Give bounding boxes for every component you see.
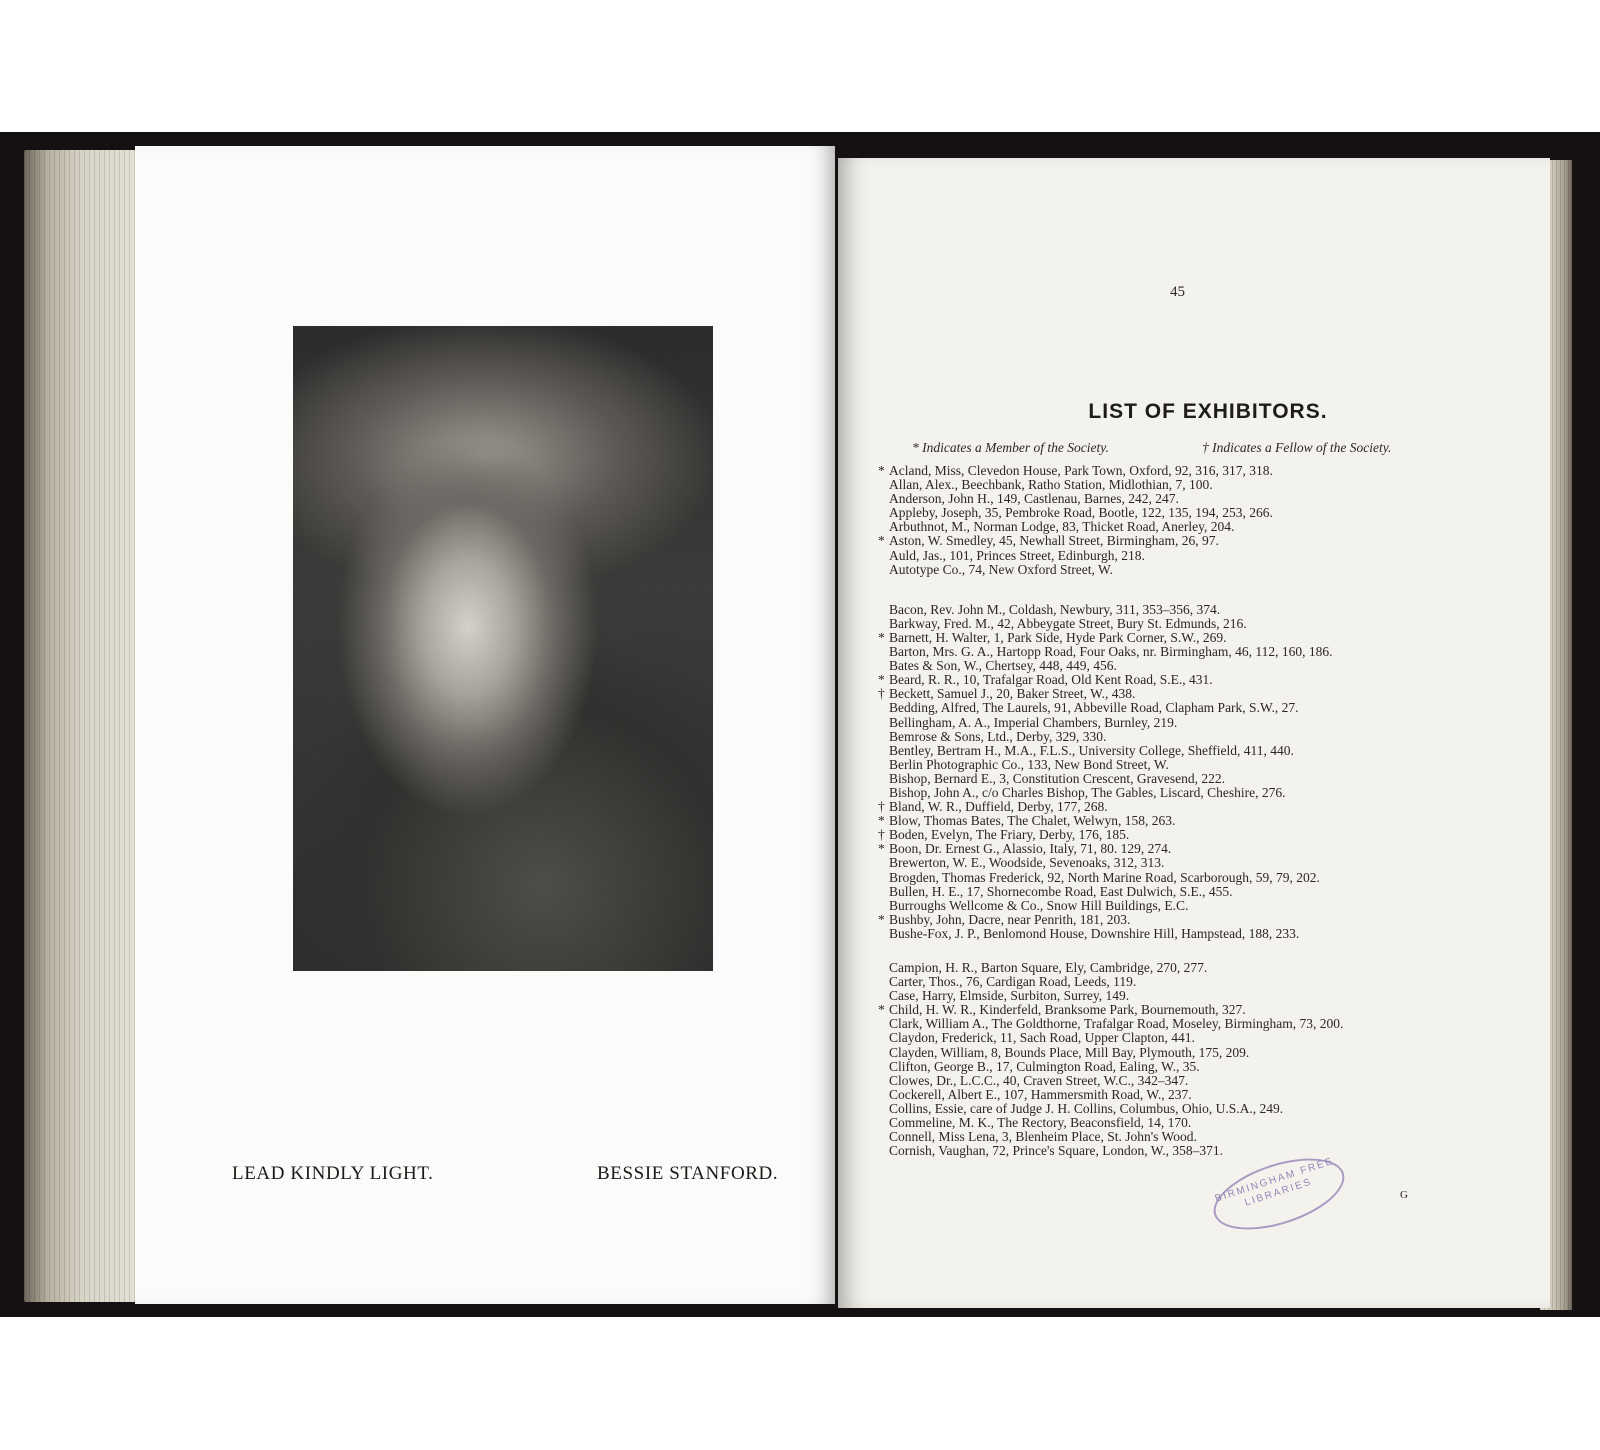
list-item	[878, 1074, 1498, 1088]
list-item	[878, 1116, 1498, 1130]
exhibitor-entry-text: Bacon, Rev. John M., Coldash, Newbury, 311, 353–356, 374.	[889, 601, 1221, 617]
list-item	[878, 927, 1498, 941]
list-item	[878, 701, 1498, 715]
list-item	[878, 673, 1498, 687]
photo-author: BESSIE STANFORD.	[597, 1163, 779, 1184]
membership-mark: *	[878, 463, 885, 478]
exhibitor-entry-text: Bates & Son, W., Chertsey, 448, 449, 456.	[889, 658, 1117, 674]
exhibitor-entry-text: Bishop, John A., c/o Charles Bishop, The Gables, Liscard, Cheshire, 276.	[889, 784, 1286, 800]
list-item	[878, 520, 1498, 534]
exhibitor-entry-text: Brewerton, W. E., Woodside, Sevenoaks, 312, 313.	[889, 855, 1165, 871]
list-item	[878, 603, 1498, 617]
library-stamp	[1205, 1144, 1353, 1243]
exhibitor-entry-text: Clifton, George B., 17, Culmington Road, Ealing, W., 35.	[889, 1058, 1200, 1074]
list-item	[878, 989, 1498, 1003]
list-item	[878, 1046, 1498, 1060]
list-item	[878, 730, 1498, 744]
membership-mark: *	[878, 813, 885, 829]
right-page	[838, 158, 1550, 1308]
membership-mark: †	[878, 686, 885, 702]
list-item	[878, 842, 1498, 856]
exhibitor-entry-text: Bushe-Fox, J. P., Benlomond House, Downshire Hill, Hampstead, 188, 233.	[889, 925, 1300, 941]
signature-mark: G	[1400, 1189, 1408, 1201]
exhibitor-entry-text: Berlin Photographic Co., 133, New Bond Street, W.	[889, 756, 1169, 772]
list-item	[878, 856, 1498, 870]
exhibitor-entry-text: Anderson, John H., 149, Castlenau, Barnes, 242, 247.	[889, 491, 1179, 507]
exhibitor-entry-text: Blow, Thomas Bates, The Chalet, Welwyn, 158, 263.	[889, 813, 1176, 829]
list-item	[878, 1144, 1498, 1158]
exhibitor-entry-text: Bentley, Bertram H., M.A., F.L.S., University College, Sheffield, 411, 440.	[889, 742, 1294, 758]
portrait-photograph	[293, 326, 713, 971]
exhibitor-entry-text: Bullen, H. E., 17, Shornecombe Road, East Dulwich, S.E., 455.	[889, 883, 1233, 899]
list-item	[878, 899, 1498, 913]
membership-mark: *	[878, 1002, 885, 1018]
list-item	[878, 716, 1498, 730]
list-item	[878, 885, 1498, 899]
list-item	[878, 1130, 1498, 1144]
list-item	[878, 814, 1498, 828]
exhibitor-entry-text: Barton, Mrs. G. A., Hartopp Road, Four Oaks, nr. Birmingham, 46, 112, 160, 186.	[889, 644, 1333, 660]
stamp-text: BIRMINGHAM FREE LIBRARIES	[1213, 1155, 1336, 1209]
page-stack-left	[24, 150, 144, 1302]
list-item	[878, 492, 1498, 506]
membership-mark: *	[878, 841, 885, 857]
exhibitor-entry-text: Clayden, William, 8, Bounds Place, Mill Bay, Plymouth, 175, 209.	[889, 1044, 1250, 1060]
list-item	[878, 478, 1498, 492]
list-item	[878, 744, 1498, 758]
exhibitor-entry-text: Commeline, M. K., The Rectory, Beaconsfield, 14, 170.	[889, 1115, 1192, 1131]
membership-mark: †	[878, 799, 885, 815]
list-item	[878, 1003, 1498, 1017]
list-item	[878, 464, 1498, 478]
exhibitor-entry-text: Claydon, Frederick, 11, Sach Road, Upper Clapton, 441.	[889, 1030, 1195, 1046]
list-item	[878, 645, 1498, 659]
list-item	[878, 1017, 1498, 1031]
list-item	[878, 800, 1498, 814]
membership-mark: *	[878, 911, 885, 927]
exhibitor-entry-text: Bedding, Alfred, The Laurels, 91, Abbeville Road, Clapham Park, S.W., 27.	[889, 700, 1299, 716]
exhibitor-entry-text: Case, Harry, Elmside, Surbiton, Surrey, 149.	[889, 988, 1130, 1004]
exhibitor-entry-text: Appleby, Joseph, 35, Pembroke Road, Bootle, 122, 135, 194, 253, 266.	[889, 505, 1273, 521]
list-item	[878, 534, 1498, 548]
exhibitor-list	[878, 464, 1498, 1158]
membership-mark: *	[878, 672, 885, 688]
legend-member: * Indicates a Member of the Society.	[912, 440, 1109, 455]
list-item	[878, 786, 1498, 800]
list-item	[878, 1060, 1498, 1074]
legend-fellow: † Indicates a Fellow of the Society.	[1202, 440, 1392, 455]
exhibitor-entry-text: Bellingham, A. A., Imperial Chambers, Burnley, 219.	[889, 714, 1178, 730]
exhibitor-entry-text: Acland, Miss, Clevedon House, Park Town, Oxford, 92, 316, 317, 318.	[889, 463, 1273, 478]
exhibitor-entry-text: Barnett, H. Walter, 1, Park Side, Hyde Park Corner, S.W., 269.	[889, 629, 1227, 645]
list-item	[878, 659, 1498, 673]
list-item	[878, 975, 1498, 989]
exhibitor-entry-text: Autotype Co., 74, New Oxford Street, W.	[889, 561, 1113, 577]
list-item	[878, 506, 1498, 520]
exhibitor-entry-text: Arbuthnot, M., Norman Lodge, 83, Thicket Road, Anerley, 204.	[889, 519, 1235, 535]
exhibitor-entry-text: Barkway, Fred. M., 42, Abbeygate Street, Bury St. Edmunds, 216.	[889, 615, 1247, 631]
list-item	[878, 961, 1498, 975]
exhibitor-entry-text: Bishop, Bernard E., 3, Constitution Crescent, Gravesend, 222.	[889, 770, 1225, 786]
list-item	[878, 617, 1498, 631]
list-item	[878, 549, 1498, 563]
exhibitor-entry-text: Beckett, Samuel J., 20, Baker Street, W., 438.	[889, 686, 1136, 702]
list-item	[878, 772, 1498, 786]
page-number: 45	[1170, 284, 1185, 300]
exhibitor-entry-text: Beard, R. R., 10, Trafalgar Road, Old Kent Road, S.E., 431.	[889, 672, 1213, 688]
exhibitor-entry-text: Aston, W. Smedley, 45, Newhall Street, Birmingham, 26, 97.	[889, 533, 1219, 549]
exhibitor-entry-text: Allan, Alex., Beechbank, Ratho Station, Midlothian, 7, 100.	[889, 477, 1213, 493]
exhibitor-entry-text: Campion, H. R., Barton Square, Ely, Cambridge, 270, 277.	[889, 960, 1208, 975]
list-item	[878, 1088, 1498, 1102]
exhibitor-entry-text: Boden, Evelyn, The Friary, Derby, 176, 185.	[889, 827, 1130, 843]
list-item	[878, 871, 1498, 885]
photo-title: LEAD KINDLY LIGHT.	[232, 1163, 434, 1184]
exhibitor-entry-text: Carter, Thos., 76, Cardigan Road, Leeds, 119.	[889, 974, 1137, 990]
group-spacer	[878, 577, 1498, 603]
left-page	[135, 146, 835, 1304]
exhibitor-entry-text: Boon, Dr. Ernest G., Alassio, Italy, 71, 80. 129, 274.	[889, 841, 1172, 857]
exhibitor-entry-text: Child, H. W. R., Kinderfeld, Branksome Park, Bournemouth, 327.	[889, 1002, 1246, 1018]
membership-mark: *	[878, 533, 885, 549]
list-item	[878, 758, 1498, 772]
exhibitor-entry-text: Auld, Jas., 101, Princes Street, Edinburgh, 218.	[889, 547, 1145, 563]
list-item	[878, 687, 1498, 701]
list-item	[878, 828, 1498, 842]
exhibitor-entry-text: Clowes, Dr., L.C.C., 40, Craven Street, W.C., 342–347.	[889, 1072, 1189, 1088]
exhibitor-entry-text: Bland, W. R., Duffield, Derby, 177, 268.	[889, 799, 1108, 815]
list-item	[878, 1102, 1498, 1116]
list-item	[878, 913, 1498, 927]
membership-mark: †	[878, 827, 885, 843]
exhibitor-entry-text: Connell, Miss Lena, 3, Blenheim Place, St. John's Wood.	[889, 1129, 1197, 1145]
exhibitor-entry-text: Bushby, John, Dacre, near Penrith, 181, 203.	[889, 911, 1131, 927]
list-item	[878, 631, 1498, 645]
membership-mark: *	[878, 629, 885, 645]
group-spacer	[878, 941, 1498, 961]
exhibitor-entry-text: Cornish, Vaughan, 72, Prince's Square, London, W., 358–371.	[889, 1143, 1224, 1159]
exhibitor-entry-text: Brogden, Thomas Frederick, 92, North Marine Road, Scarborough, 59, 79, 202.	[889, 869, 1320, 885]
exhibitor-entry-text: Burroughs Wellcome & Co., Snow Hill Buildings, E.C.	[889, 897, 1189, 913]
page-heading: LIST OF EXHIBITORS.	[1088, 400, 1328, 423]
exhibitor-entry-text: Cockerell, Albert E., 107, Hammersmith Road, W., 237.	[889, 1086, 1192, 1102]
exhibitor-entry-text: Bemrose & Sons, Ltd., Derby, 329, 330.	[889, 728, 1107, 744]
exhibitor-entry-text: Collins, Essie, care of Judge J. H. Collins, Columbus, Ohio, U.S.A., 249.	[889, 1100, 1284, 1116]
list-item	[878, 563, 1498, 577]
exhibitor-entry-text: Clark, William A., The Goldthorne, Trafalgar Road, Moseley, Birmingham, 73, 200.	[889, 1016, 1344, 1032]
list-item	[878, 1031, 1498, 1045]
